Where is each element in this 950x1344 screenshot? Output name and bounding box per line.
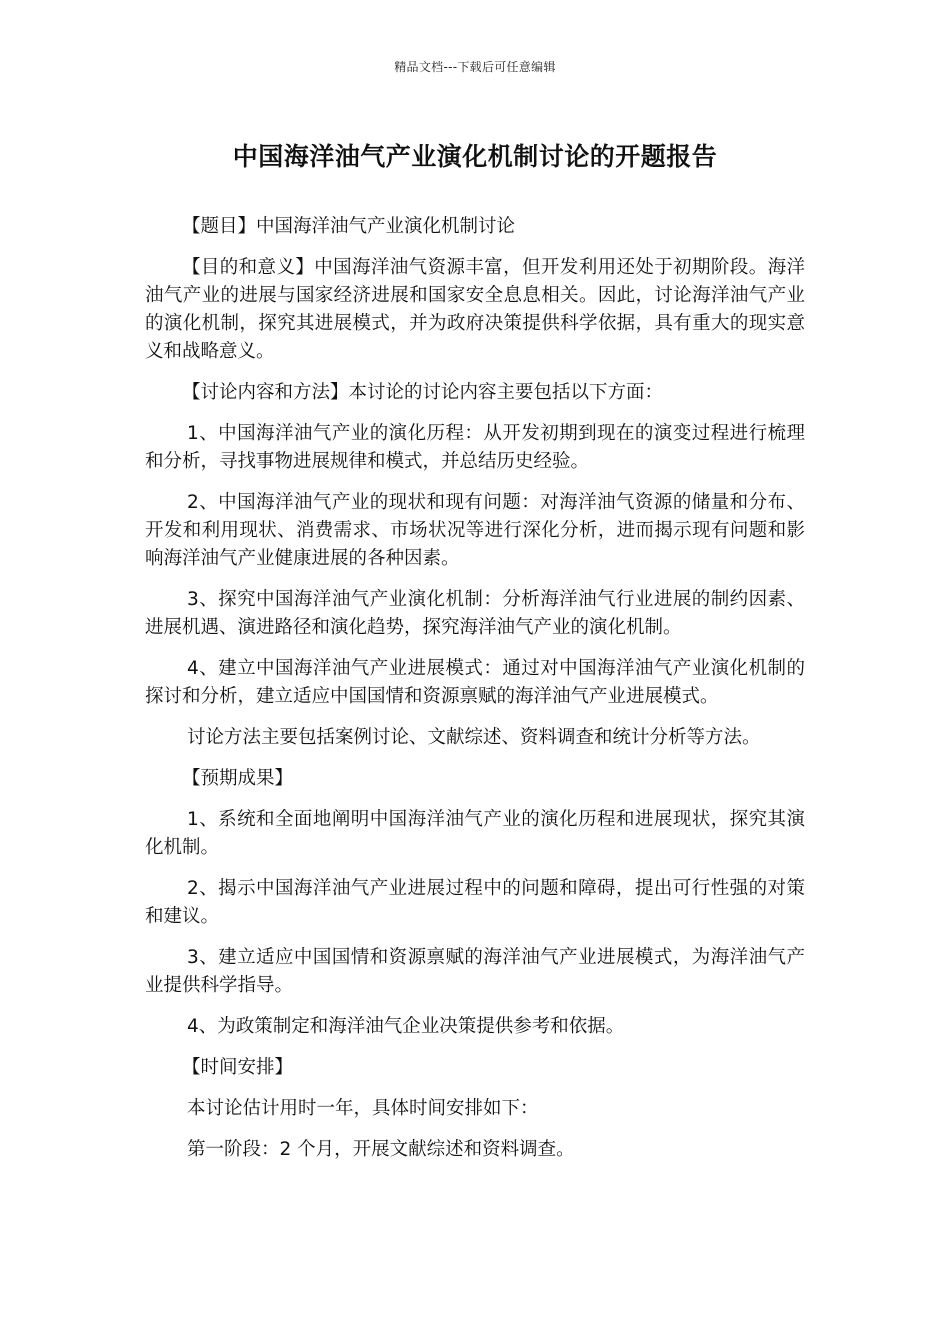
paragraph-content-item-2: 2、中国海洋油气产业的现状和现有问题：对海洋油气资源的储量和分布、开发和利用现状、消费需求、市场状况等进行深化分析，进而揭示现有问题和影响海洋油气产业健康进展的各种因素。 (145, 492, 805, 569)
page-header: 精品文档---下载后可任意编辑 (394, 60, 556, 74)
paragraph-expected-results-heading: 【预期成果】 (182, 768, 294, 789)
paragraph-content-item-3: 3、探究中国海洋油气产业演化机制：分析海洋油气行业进展的制约因素、进展机遇、演进路径和演化趋势，探究海洋油气产业的演化机制。 (145, 589, 805, 638)
paragraph-purpose: 【目的和意义】中国海洋油气资源丰富，但开发利用还处于初期阶段。海洋油气产业的进展与国家经济进展和国家安全息息相关。因此，讨论海洋油气产业的演化机制，探究其进展模式，并为政府决策提供科学依据，具有重大的现实意义和战略意义。 (145, 257, 805, 362)
paragraph-content-methods-heading: 【讨论内容和方法】本讨论的讨论内容主要包括以下方面： (182, 382, 664, 403)
paragraph-result-item-4: 4、为政策制定和海洋油气企业决策提供参考和依据。 (187, 1016, 625, 1037)
paragraph-result-item-3: 3、建立适应中国国情和资源禀赋的海洋油气产业进展模式，为海洋油气产业提供科学指导。 (145, 947, 805, 996)
paragraph-methods: 讨论方法主要包括案例讨论、文献综述、资料调查和统计分析等方法。 (187, 727, 761, 748)
document-body (145, 213, 805, 1177)
paragraph-topic: 【题目】中国海洋油气产业演化机制讨论 (182, 216, 516, 237)
paragraph-result-item-2: 2、揭示中国海洋油气产业进展过程中的问题和障碍，提出可行性强的对策和建议。 (145, 878, 805, 927)
paragraph-result-item-1: 1、系统和全面地阐明中国海洋油气产业的演化历程和进展现状，探究其演化机制。 (145, 809, 805, 858)
paragraph-schedule-intro: 本讨论估计用时一年，具体时间安排如下： (187, 1098, 539, 1119)
paragraph-content-item-4: 4、建立中国海洋油气产业进展模式：通过对中国海洋油气产业演化机制的探讨和分析，建立适应中国国情和资源禀赋的海洋油气产业进展模式。 (145, 658, 805, 707)
paragraph-schedule-heading: 【时间安排】 (182, 1057, 294, 1078)
paragraph-schedule-stage-1: 第一阶段：2 个月，开展文献综述和资料调查。 (187, 1139, 575, 1160)
paragraph-content-item-1: 1、中国海洋油气产业的演化历程：从开发初期到现在的演变过程进行梳理和分析，寻找事物进展规律和模式，并总结历史经验。 (145, 423, 805, 472)
document-title: 中国海洋油气产业演化机制讨论的开题报告 (232, 142, 718, 171)
